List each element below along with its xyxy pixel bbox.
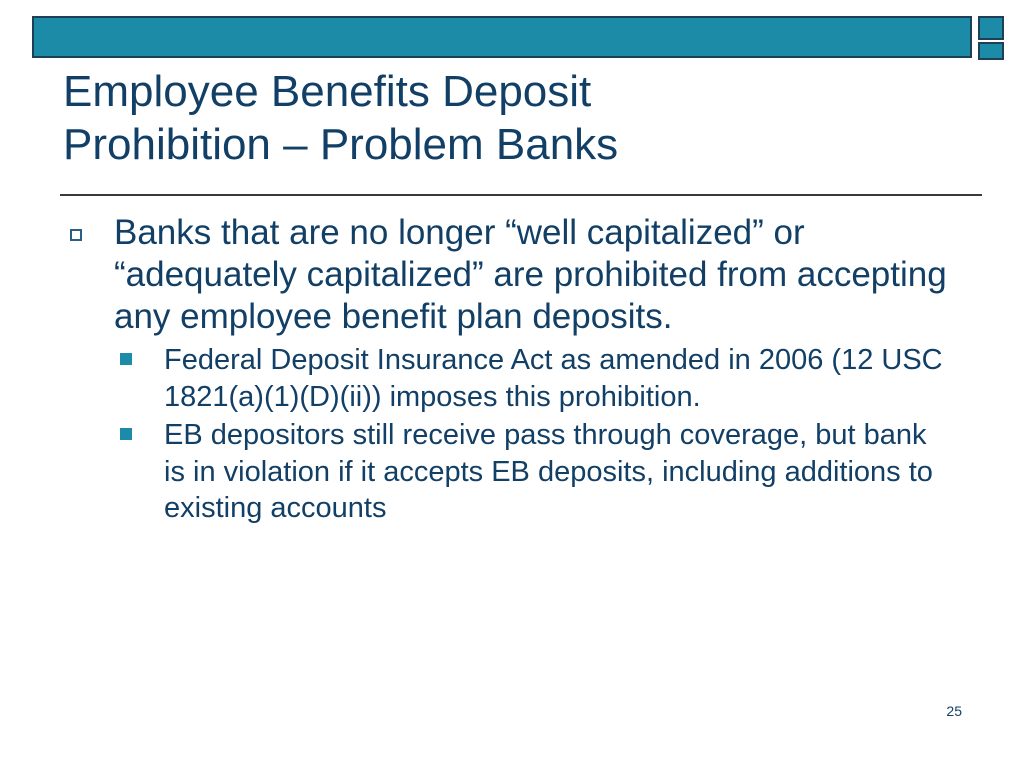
main-bullet-text: Banks that are no longer “well capitalized” or “adequately capitalized” are prohibited from accepting any employee benefit plan deposits. <box>114 213 947 336</box>
filled-square-bullet-icon <box>120 428 132 440</box>
hollow-square-bullet-icon <box>70 229 82 241</box>
slide-content <box>60 212 960 527</box>
filled-square-bullet-icon <box>120 353 132 365</box>
corner-square-top <box>978 16 1004 40</box>
sub-bullet-text: Federal Deposit Insurance Act as amended in 2006 (12 USC 1821(a)(1)(D)(ii)) imposes this prohibition. <box>164 344 943 413</box>
sub-bullet-text: EB depositors still receive pass through coverage, but bank is in violation if it accepts EB deposits, including additions to existing accounts <box>164 419 933 525</box>
corner-square-bottom <box>978 42 1004 60</box>
title-divider <box>60 194 982 196</box>
header-band <box>32 16 972 58</box>
sub-bullet-list <box>60 342 960 527</box>
page-number: 25 <box>946 703 962 719</box>
main-bullet <box>60 212 960 338</box>
sub-bullet-item <box>60 417 954 527</box>
sub-bullet-item <box>60 342 954 415</box>
slide-title: Employee Benefits Deposit Prohibition – Problem Banks <box>63 67 619 169</box>
